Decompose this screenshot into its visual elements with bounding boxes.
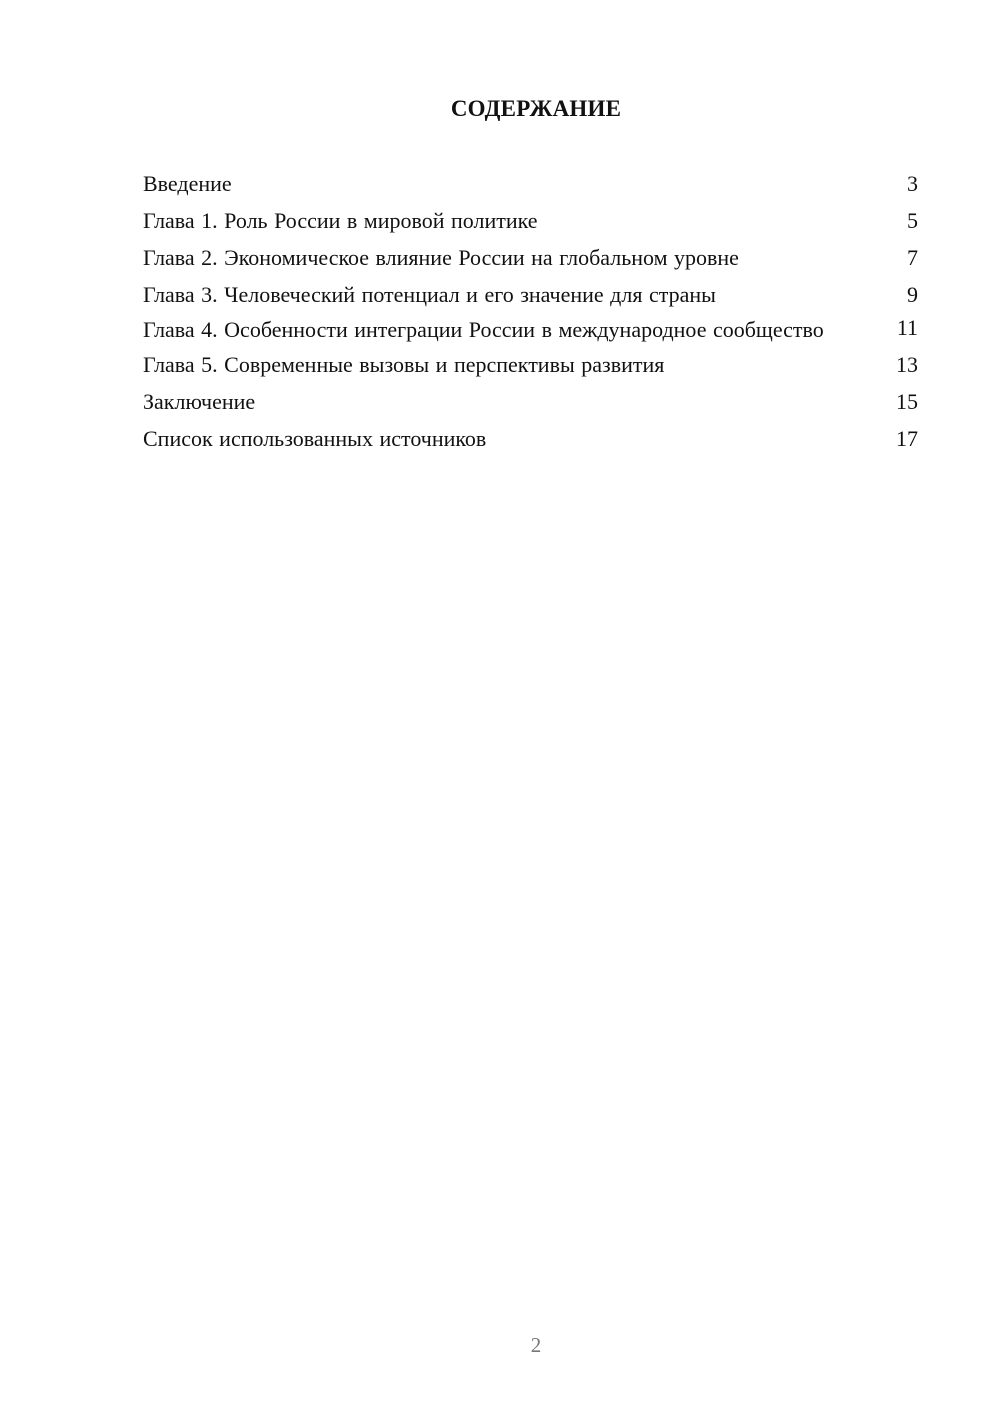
toc-entry-chapter-4[interactable]: [143, 316, 918, 343]
toc-entry-page: 7: [907, 245, 918, 270]
toc-entry-label: Заключение: [143, 389, 256, 414]
toc-entry-label: Глава 1. Роль России в мировой политике: [143, 208, 538, 233]
toc-entry-label: Глава 5. Современные вызовы и перспективы развития: [143, 352, 665, 377]
toc-entry-page: 13: [896, 352, 918, 377]
toc-entry-chapter-1[interactable]: [143, 205, 918, 236]
toc-entry-page: 17: [896, 426, 918, 451]
toc-entry-label: Глава 2. Экономическое влияние России на глобальном уровне: [143, 245, 739, 270]
toc-entry-page: 11: [896, 315, 918, 340]
toc-entry-conclusion[interactable]: [143, 386, 918, 417]
page-number: 2: [530, 1333, 542, 1357]
toc-entry-label: Список использованных источников: [143, 426, 487, 451]
toc-entry-label: Глава 4. Особенности интеграции России в международное сообщество: [143, 317, 824, 342]
toc-entry-chapter-2[interactable]: [143, 242, 918, 273]
toc-entry-references[interactable]: [143, 423, 918, 454]
toc-entry-label: Введение: [143, 171, 232, 196]
toc-entry-chapter-5[interactable]: [143, 349, 918, 380]
toc-heading: СОДЕРЖАНИЕ: [450, 96, 622, 121]
table-of-contents: [143, 168, 918, 460]
toc-entry-chapter-3[interactable]: [143, 279, 918, 310]
toc-entry-page: 15: [896, 389, 918, 414]
toc-entry-label: Глава 3. Человеческий потенциал и его значение для страны: [143, 282, 716, 307]
toc-entry-page: 3: [907, 171, 918, 196]
toc-entry-page: 9: [907, 282, 918, 307]
toc-entry-page: 5: [907, 208, 918, 233]
toc-entry-introduction[interactable]: [143, 168, 918, 199]
